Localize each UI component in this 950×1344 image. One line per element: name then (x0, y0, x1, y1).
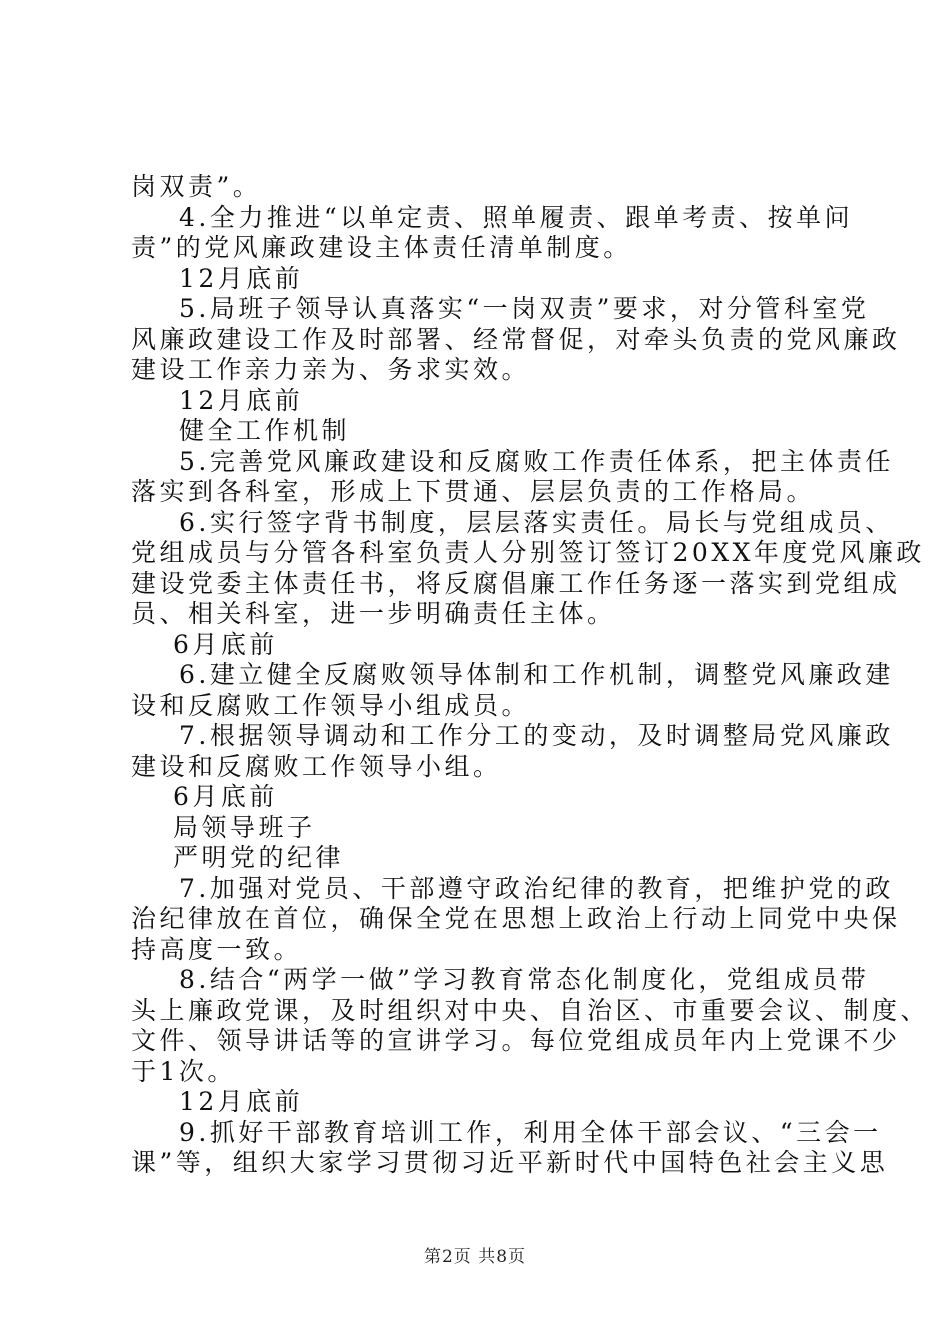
text-line: 持高度一致。 (131, 934, 303, 964)
text-line: 风廉政建设工作及时部署、经常督促，对牵头负责的党风廉政 (131, 324, 901, 354)
text-line: 5.完善党风廉政建设和反腐败工作责任体系，把主体责任 (179, 446, 894, 476)
text-line: 5.局班子领导认真落实“一岗双责”要求，对分管科室党 (179, 294, 870, 323)
text-line: 6.建立健全反腐败领导体制和工作机制，调整党风廉政建 (179, 660, 894, 689)
text-line: 员、相关科室，进一步明确责任主体。 (131, 599, 616, 628)
text-line: 文件、领导讲话等的宣讲学习。每位党组成员年内上党课不少 (131, 1026, 901, 1055)
text-line: 于1次。 (131, 1056, 236, 1086)
text-line: 建设和反腐败工作领导小组。 (131, 751, 502, 781)
text-line: 头上廉政党课，及时组织对中央、自治区、市重要会议、制度、 (131, 995, 930, 1025)
section-heading: 健全工作机制 (179, 416, 351, 445)
deadline-line: 12月底前 (179, 385, 304, 415)
text-line: 7.根据领导调动和工作分工的变动，及时调整局党风廉政 (179, 721, 894, 750)
deadline-line: 6月底前 (173, 782, 278, 811)
text-line: 9.抓好干部教育培训工作，利用全体干部会议、“三会一 (179, 1117, 882, 1147)
document-body (131, 172, 930, 1179)
text-line: 党组成员与分管各科室负责人分别签订签订20XX年度党风廉政 (131, 538, 925, 567)
text-line: 7.加强对党员、干部遵守政治纪律的教育，把维护党的政 (179, 873, 894, 903)
deadline-line: 12月底前 (179, 1087, 304, 1116)
text-line: 8.结合“两学一做”学习教育常态化制度化，党组成员带 (179, 965, 870, 994)
text-line: 责”的党风廉政建设主体责任清单制度。 (131, 233, 632, 262)
text-line: 6.实行签字背书制度，层层落实责任。局长与党组成员、 (179, 507, 894, 537)
deadline-line: 6月底前 (173, 629, 278, 659)
page-number-footer: 第2页 共8页 (423, 1247, 527, 1267)
text-line: 落实到各科室，形成上下贯通、层层负责的工作格局。 (131, 477, 816, 506)
text-line: 4.全力推进“以单定责、照单履责、跟单考责、按单问 (179, 202, 854, 232)
text-line: 设和反腐败工作领导小组成员。 (131, 690, 531, 720)
text-line: 治纪律放在首位，确保全党在思想上政治上行动上同党中央保 (131, 904, 901, 933)
text-line: 建设党委主体责任书，将反腐倡廉工作任务逐一落实到党组成 (131, 568, 901, 598)
text-line: 课”等，组织大家学习贯彻习近平新时代中国特色社会主义思 (131, 1148, 889, 1177)
responsible-party-line: 局领导班子 (173, 812, 316, 842)
text-line: 建设工作亲力亲为、务求实效。 (131, 355, 531, 384)
section-heading: 严明党的纪律 (173, 843, 345, 872)
deadline-line: 12月底前 (179, 263, 304, 293)
text-line: 岗双责”。 (131, 172, 262, 201)
